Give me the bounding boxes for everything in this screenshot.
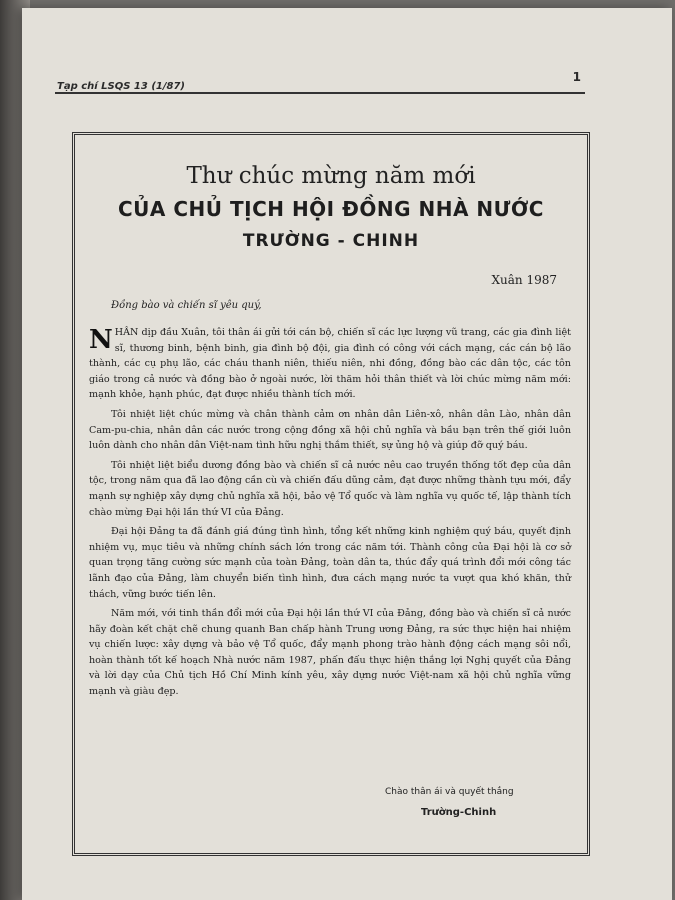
paragraph-3: Tôi nhiệt liệt biểu dương đồng bào và chiến sĩ cả nước nêu cao truyền thống tốt đẹp của dân tộc, trong năm qua đã lao động cần cù và chiến đấu dũng cảm, đạt được những thành tựu mới, đẩy mạnh sự nghiệp xây dựng chủ nghĩa xã hội, bảo vệ Tổ quốc và làm nghĩa vụ quốc tế, lập thành tích chào mừng Đại hội lần thứ VI của Đảng. xyxy=(89,459,571,518)
paragraph-4: Đại hội Đảng ta đã đánh giá đúng tình hình, tổng kết những kinh nghiệm quý báu, quyết định nhiệm vụ, mục tiêu và những chính sách lớn trong các năm tới. Thành công của Đại hội là cơ sở quan trọng tăng cường sức mạnh của toàn Đảng, toàn dân ta, thúc đẩy quá trình đổi mới công tác lãnh đạo của Đảng, làm chuyển biến tình hình, đưa cách mạng nước ta vượt qua khó khăn, thử thách, vững bước tiến lên. xyxy=(89,526,571,600)
paragraph-1-text: HÂN dịp đầu Xuân, tôi thân ái gửi tới cán bộ, chiến sĩ các lực lượng vũ trang, các gia đình liệt sĩ, thương binh, bệnh binh, gia đình bộ đội, gia đình có công với cách mạng, các cán bộ lão thành, các cụ phụ lão, các cháu thanh niên, thiếu niên, nhi đồng, đồng bào các dân tộc, các tôn giáo trong cả nước và đồng bào ở ngoài nước, lời thăm hỏi thân thiết và lời chúc mừng năm mới: mạnh khỏe, hạnh phúc, đạt được nhiều thành tích mới. xyxy=(89,327,571,401)
paragraph-2: Tôi nhiệt liệt chúc mừng và chân thành cảm ơn nhân dân Liên-xô, nhân dân Lào, nhân dân Cam-pu-chia, nhân dân các nước trong cộng đồng xã hội chủ nghĩa và bầu bạn trên thế giới luôn luôn dành cho nhân dân Việt-nam tình hữu nghị thắm thiết, sự ủng hộ và giúp đỡ quý báu. xyxy=(89,408,571,452)
drop-cap: N xyxy=(89,325,113,355)
letter-signature: Trường-Chinh xyxy=(421,807,497,818)
letter-title-author-name: TRƯỜNG - CHINH xyxy=(242,231,420,251)
paragraph-5: Năm mới, với tinh thần đổi mới của Đại hội lần thứ VI của Đảng, đồng bào và chiến sĩ cả nước hãy đoàn kết chặt chẽ chung quanh Ban chấp hành Trung ương Đảng, ra sức thực hiện hai nhiệm vụ chiến lược: xây dựng và bảo vệ Tổ quốc, đẩy mạnh phong trào hành động cách mạng sôi nổi, hoàn thành tốt kế hoạch Nhà nước năm 1987, phấn đấu thực hiện thắng lợi Nghị quyết của Đảng và lời dạy của Chủ tịch Hồ Chí Minh kính yêu, xây dựng nước Việt-nam xã hội chủ nghĩa vững mạnh và giàu đẹp. xyxy=(89,608,571,698)
journal-citation: Tạp chí LSQS 13 (1/87) xyxy=(57,81,185,92)
page-header xyxy=(55,70,585,94)
letter-body xyxy=(89,325,571,704)
page-number: 1 xyxy=(572,70,581,84)
letter-frame xyxy=(72,132,590,856)
letter-closing: Chào thân ái và quyết thắng xyxy=(385,787,514,797)
letter-date: Xuân 1987 xyxy=(491,273,557,287)
letter-salutation: Đồng bào và chiến sĩ yêu quý, xyxy=(111,300,262,311)
letter-title: Thư chúc mừng năm mới xyxy=(186,163,476,189)
paragraph-1 xyxy=(89,325,571,403)
letter-title-author-role: CỦA CHỦ TỊCH HỘI ĐỒNG NHÀ NƯỚC xyxy=(118,197,544,221)
